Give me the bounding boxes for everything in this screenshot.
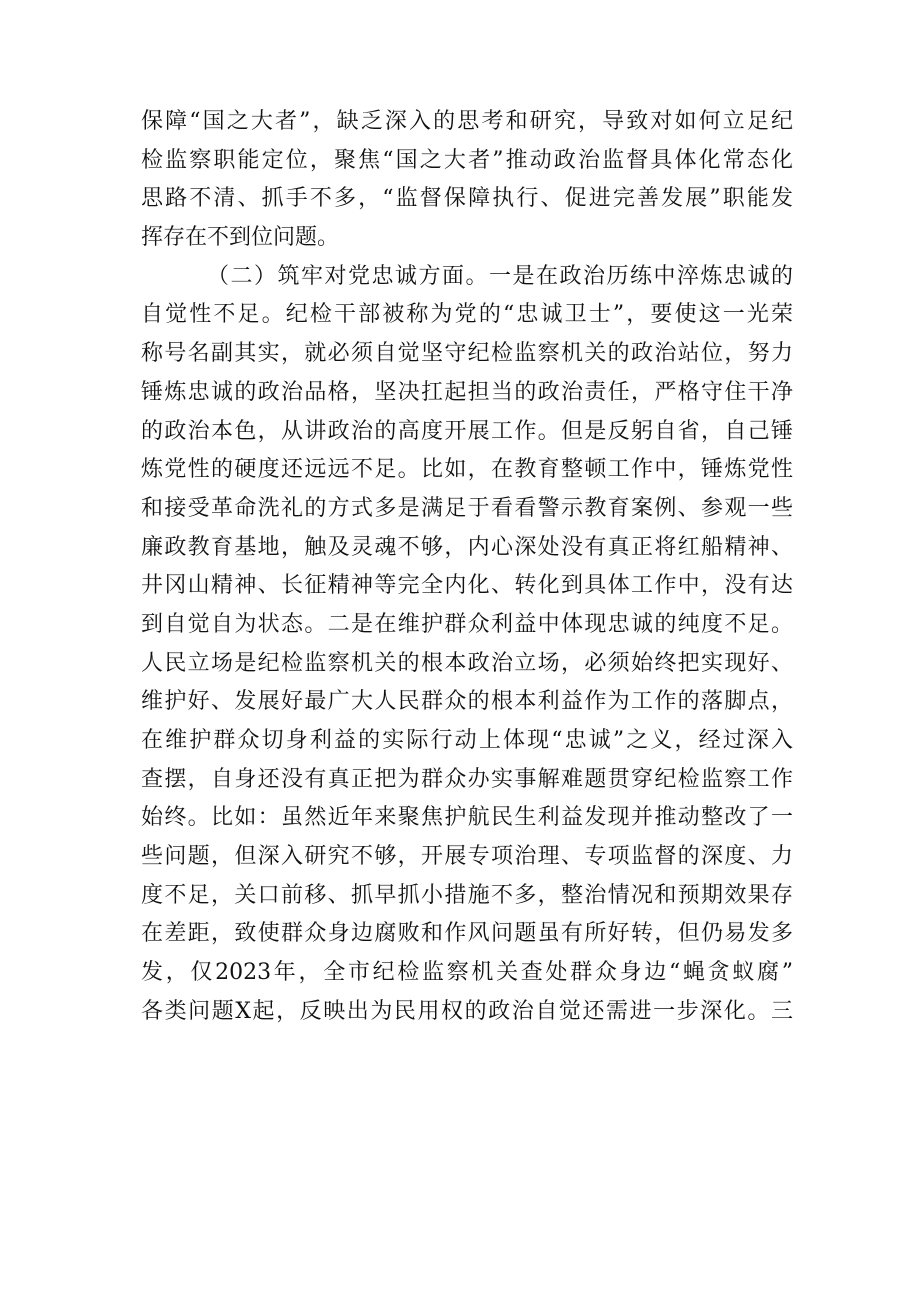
section-heading-line: （二）筑牢对党忠诚方面。一是在政治历练中淬炼忠诚的 — [207, 263, 793, 289]
text-line: 查摆，自身还没有真正把为群众办实事解难题贯穿纪检监察工作 — [141, 766, 793, 792]
body-text — [141, 103, 793, 1032]
text-line: 廉政教育基地，触及灵魂不够，内心深处没有真正将红船精神、 — [141, 534, 793, 560]
text-line: 各类问题X起，反映出为民用权的政治自觉还需进一步深化。三 — [141, 998, 793, 1024]
text-line: 炼党性的硬度还远远不足。比如，在教育整顿工作中，锤炼党性 — [141, 457, 793, 483]
text-line: 称号名副其实，就必须自觉坚守纪检监察机关的政治站位，努力 — [141, 341, 793, 367]
text-line: 挥存在不到位问题。 — [141, 225, 340, 251]
text-line: 保障“国之大者”，缺乏深入的思考和研究，导致对如何立足纪 — [141, 109, 793, 134]
text-line: 些问题，但深入研究不够，开展专项治理、专项监督的深度、力 — [141, 844, 793, 870]
text-line: 锤炼忠诚的政治品格，坚决扛起担当的政治责任，严格守住干净 — [141, 379, 793, 405]
text-line: 人民立场是纪检监察机关的根本政治立场，必须始终把实现好、 — [141, 650, 793, 676]
text-line: 检监察职能定位，聚焦“国之大者”推动政治监督具体化常态化 — [141, 147, 793, 173]
text-line: 井冈山精神、长征精神等完全内化、转化到具体工作中，没有达 — [141, 573, 793, 599]
text-line: 在维护群众切身利益的实际行动上体现“忠诚”之义，经过深入 — [141, 728, 793, 753]
text-line: 的政治本色，从讲政治的高度开展工作。但是反躬自省，自己锤 — [141, 418, 793, 444]
text-line: 维护好、发展好最广大人民群众的根本利益作为工作的落脚点， — [141, 689, 793, 715]
text-line: 发，仅2023年，全市纪检监察机关查处群众身边“蝇贪蚁腐” — [141, 960, 793, 986]
text-line: 始终。比如：虽然近年来聚焦护航民生利益发现并推动整改了一 — [141, 805, 793, 831]
text-line: 在差距，致使群众身边腐败和作风问题虽有所好转，但仍易发多 — [141, 921, 793, 947]
text-line: 自觉性不足。纪检干部被称为党的“忠诚卫士”，要使这一光荣 — [141, 302, 793, 328]
text-line: 和接受革命洗礼的方式多是满足于看看警示教育案例、参观一些 — [141, 495, 793, 521]
text-line: 到自觉自为状态。二是在维护群众利益中体现忠诚的纯度不足。 — [141, 611, 793, 637]
text-line: 度不足，关口前移、抓早抓小措施不多，整治情况和预期效果存 — [141, 882, 793, 908]
text-line: 思路不清、抓手不多，“监督保障执行、促进完善发展”职能发 — [141, 186, 793, 212]
